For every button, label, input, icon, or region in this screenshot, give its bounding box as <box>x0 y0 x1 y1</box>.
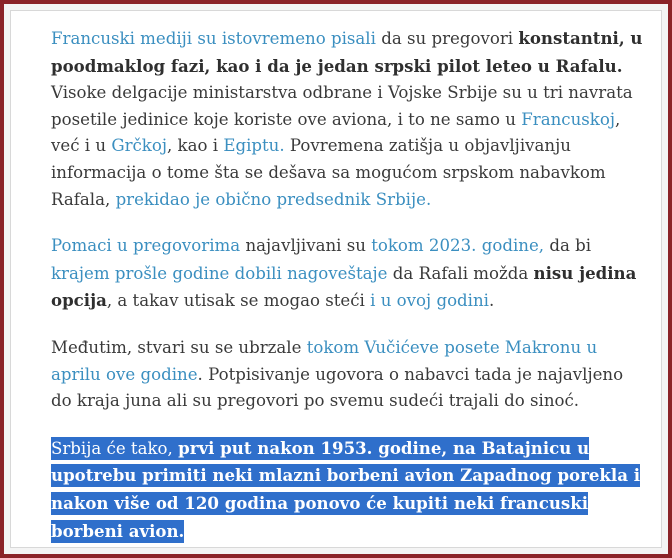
content-panel <box>10 10 662 548</box>
link-francuski-mediji[interactable]: Francuski mediji su istovremeno pisali <box>51 29 376 48</box>
text: Međutim, stvari su se ubrzale <box>51 337 307 357</box>
text: Srbija će tako, <box>51 438 179 458</box>
link-tokom-2023[interactable]: tokom 2023. godine, <box>371 236 545 256</box>
bold-text: prvi put nakon 1953. godine, na Batajnicu u upotrebu primiti neki mlazni borbeni avion Zapadnog porekla i nakon više od 120 godina ponovo će kupiti neki francuski borbeni avion. <box>51 437 641 541</box>
paragraph-2 <box>51 233 647 315</box>
text: , već i u <box>51 109 621 156</box>
bold-text: konstantni, u poodmaklog fazi, kao i da je jedan srpski pilot leteo u Rafalu. <box>51 28 643 76</box>
text: najavljivani su <box>240 236 372 256</box>
link-prekidao-predsednik[interactable]: prekidao je obično predsednik Srbije. <box>115 189 432 209</box>
text: Visoke delgacije ministarstva odbrane i Vojske Srbije su u tri navrata posetile jedinice koje koriste ove aviona, i to ne samo u <box>51 83 633 129</box>
text: da bi <box>544 236 592 256</box>
link-grckoj[interactable]: Grčkoj <box>111 136 167 156</box>
link-francuskoj[interactable]: Francuskoj <box>521 109 615 129</box>
link-i-u-ovoj-godini[interactable]: i u ovoj godini <box>370 291 489 311</box>
text: , a takav utisak se mogao steći <box>106 291 371 311</box>
article-body <box>51 25 647 545</box>
paragraph-1 <box>51 25 647 213</box>
text: . <box>488 291 495 311</box>
selected-text[interactable] <box>51 437 640 543</box>
link-egiptu[interactable]: Egiptu. <box>223 136 285 156</box>
text: da su pregovori <box>375 29 519 48</box>
text: Povremena zatišja u objavljivanju informacija o tome šta se dešava sa mogućom srpskom nabavkom Rafala, <box>51 136 606 209</box>
link-pomaci-u-pregovorima[interactable]: Pomaci u pregovorima <box>51 236 241 256</box>
text: da Rafali možda <box>387 263 534 283</box>
highlighted-paragraph[interactable] <box>51 435 647 545</box>
bold-text: nisu jedina opcija <box>51 262 637 311</box>
text: . Potpisivanje ugovora o nabavci tada je najavljeno do kraja juna ali su pregovori po svemu sudeći trajali do sinoć. <box>51 364 624 411</box>
text: , kao i <box>166 136 224 156</box>
link-vuciceve-posete[interactable]: tokom Vučićeve posete Makronu u aprilu ove godine <box>51 337 598 384</box>
paragraph-3 <box>51 335 647 415</box>
link-krajem-prosle-godine[interactable]: krajem prošle godine dobili nagoveštaje <box>51 263 388 283</box>
